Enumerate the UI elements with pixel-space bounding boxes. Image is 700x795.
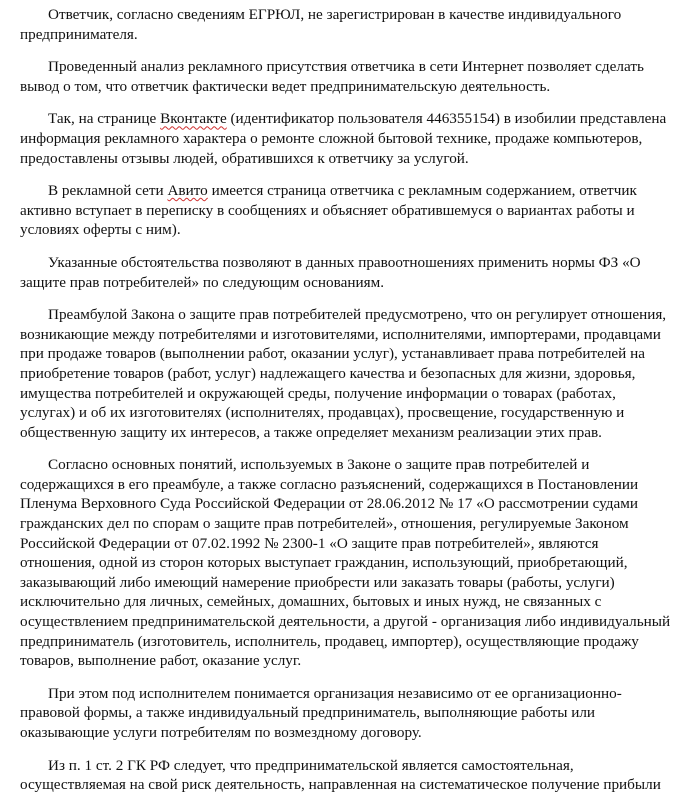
paragraph-2: [20, 57, 680, 96]
spellcheck-flagged-word: Авито: [167, 182, 208, 200]
text-run: Преамбулой Закона о защите прав потребителей предусмотрено, что он регулирует отношения, возникающие между потребителями и изготовителями, исполнителями, импортерами, продавцами при продаже товаров (выполнении работ, оказании услуг), устанавливает права потребителей на приобретение товаров (работ, услуг) надлежащего качества и безопасных для жизни, здоровья, имущества потребителей и окружающей среды, получение информации о товарах (работах, услугах) и об их изготовителях (исполнителях, продавцах), просвещение, государственную и общественную защиту их интересов, а также определяет механизм реализации этих прав.: [20, 306, 667, 441]
paragraph-8: [20, 684, 680, 743]
text-run: Согласно основных понятий, используемых в Законе о защите прав потребителей и содержащихся в его преамбуле, а также согласно разъяснений, содержащихся в Постановлении Пленума Верховного Суда Российской Федерации от 28.06.2012 № 17 «О рассмотрении судами гражданских дел по спорам о защите прав потребителей», отношения, регулируемые Законом Российской Федерации от 07.02.1992 № 2300-1 «О защите прав потребителей», являются отношения, одной из сторон которых выступает гражданин, использующий, приобретающий, заказывающий либо имеющий намерение приобрести или заказать товары (работы, услуги) исключительно для личных, семейных, домашних, бытовых и иных нужд, не связанных с осуществлением предпринимательской деятельности, а другой - организация либо индивидуальный предприниматель (изготовитель, исполнитель, продавец, импортер), осуществляющие продажу товаров, выполнение работ, оказание услуг.: [20, 456, 671, 670]
text-run: Из п. 1 ст. 2 ГК РФ следует, что предпринимательской является самостоятельная, осуществляемая на свой риск деятельность, направленная на систематическое получение прибыли: [20, 756, 661, 794]
text-run: Так, на странице: [48, 110, 161, 128]
text-run: имеется страница ответчика с рекламным содержанием, ответчик активно вступает в переписку в сообщениях и объясняет обратившемуся о вариантах работы и условиях оферты с ним).: [20, 182, 637, 239]
text-run: При этом под исполнителем понимается организация независимо от ее организационно- правовой формы, а также индивидуальный предприниматель, выполняющие работы или оказывающие услуги потребителям по возмездному договору.: [20, 684, 622, 741]
text-run: Ответчик, согласно сведениям ЕГРЮЛ, не зарегистрирован в качестве индивидуального предпринимателя.: [20, 6, 622, 43]
text-run: (идентификатор пользователя 446355154) в изобилии представлена информация рекламного характера о ремонте сложной бытовой технике, продаже компьютеров, предоставлены отзывы людей, обратившихся к ответчику за услугой.: [20, 110, 667, 167]
text-run: В рекламной сети: [48, 182, 168, 200]
paragraph-5: [20, 253, 680, 292]
text-run: Проведенный анализ рекламного присутствия ответчика в сети Интернет позволяет сделать вывод о том, что ответчик фактически ведет предпринимательскую деятельность.: [20, 58, 644, 95]
paragraph-4: [20, 181, 680, 240]
spellcheck-flagged-word: Вконтакте: [160, 110, 227, 128]
paragraph-7: [20, 455, 680, 671]
paragraph-9: [20, 756, 680, 795]
text-run: Указанные обстоятельства позволяют в данных правоотношениях применить нормы ФЗ «О защите прав потребителей» по следующим основаниям.: [20, 253, 641, 291]
paragraph-3: [20, 109, 680, 168]
paragraph-1: [20, 5, 680, 44]
paragraph-6: [20, 305, 680, 442]
